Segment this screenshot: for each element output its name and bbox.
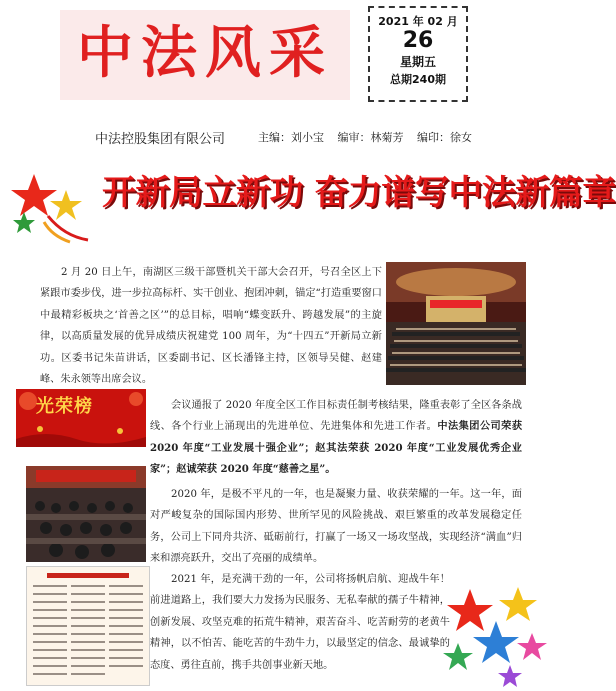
editor-in-chief: 主编：刘小宝 bbox=[258, 131, 324, 144]
issue-number: 总期240期 bbox=[390, 73, 446, 86]
date-box bbox=[368, 6, 468, 102]
conference-photo bbox=[386, 262, 526, 385]
award-document-image bbox=[26, 566, 150, 686]
headline: 开新局立新功 奋力谱写中法新篇章 bbox=[102, 173, 616, 213]
date-weekday: 星期五 bbox=[399, 55, 436, 69]
award-highlight: 中法集团公司荣获 2020 年度“工业发展十强企业”；赵其法荣获 2020 年度“工业发展优秀企业家”；赵诚荣获 2020 年度“慈善之星”。 bbox=[150, 420, 523, 476]
honor-board-label: 光荣榜 bbox=[36, 396, 93, 417]
paragraph-2 bbox=[150, 395, 522, 481]
date-year-month: 2021 年 02 月 bbox=[378, 15, 458, 28]
date-day: 26 bbox=[402, 28, 434, 53]
star-firework-icon bbox=[4, 166, 92, 244]
staff-credits bbox=[258, 129, 482, 145]
masthead-title: 中法风采 bbox=[77, 20, 333, 86]
proofreader: 编印：徐女 bbox=[417, 131, 472, 144]
paragraph-4: 2021 年，是充满干劲的一年，公司将扬帆启航、迎战牛年！前进道路上，我们要大力发扬为民服务、无私奉献的孺子牛精神，创新发展、攻坚克难的拓荒牛精神，艰苦奋斗、吃苦耐劳的老黄牛精神，以不怕苦、能吃苦的牛劲牛力，以最坚定的信念、最诚挚的态度、勇往直前，携手共创事业新天地。 bbox=[150, 574, 450, 671]
meeting-photo bbox=[26, 466, 146, 562]
paragraph-1: 2 月 20 日上午，南湖区三级干部暨机关干部大会召开，号召全区上下紧跟市委步伐，进一步拉高标杆、实干创业、抱团冲刺，锚定“打造重要窗口中最精彩板块之‘首善之区’”的总目标，唱响“蝶变跃升、跨越发展”的主旋律，以高质量发展的优异成绩庆祝建党 100 周年，为“十四五”开新局立新功。区委书记朱苗讲话，区委副书记、区长潘锋主持，区领导吴健、赵建峰、朱永领等出席会议。 bbox=[40, 267, 382, 386]
company-name: 中法控股集团有限公司 bbox=[95, 132, 226, 147]
editors: 编审：林菊芳 bbox=[337, 131, 404, 144]
paragraph-3: 2020 年，是极不平凡的一年，也是凝聚力量、收获荣耀的一年。这一年，面对严峻复杂的国际国内形势、世所罕见的风险挑战、艰巨繁重的改革发展稳定任务，公司上下同舟共济、砥砺前行，打赢了一场又一场攻坚战，实现经济“满血”归来和漂亮跃升，交出了亮丽的成绩单。 bbox=[150, 489, 522, 565]
stars-decoration-icon bbox=[440, 585, 552, 689]
paragraph-2-lead: 会议通报了 2020 年度全区工作目标责任制考核结果，隆重表彰了全区各条战线、各个行业上涌现出的先进单位、先进集体和先进工作者。 bbox=[150, 400, 522, 433]
